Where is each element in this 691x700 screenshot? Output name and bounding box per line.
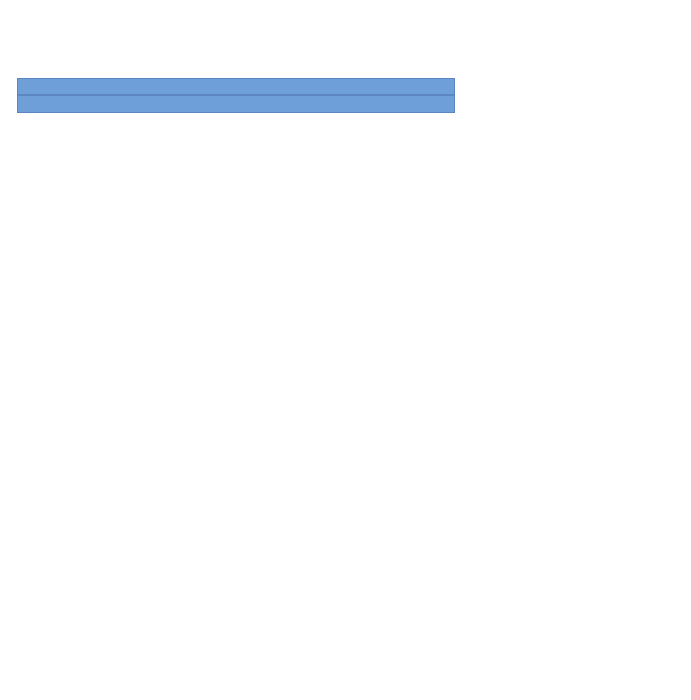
cash-flow-statement-table xyxy=(17,78,455,635)
company-name-header xyxy=(17,78,455,95)
statement-title-header xyxy=(17,95,455,113)
